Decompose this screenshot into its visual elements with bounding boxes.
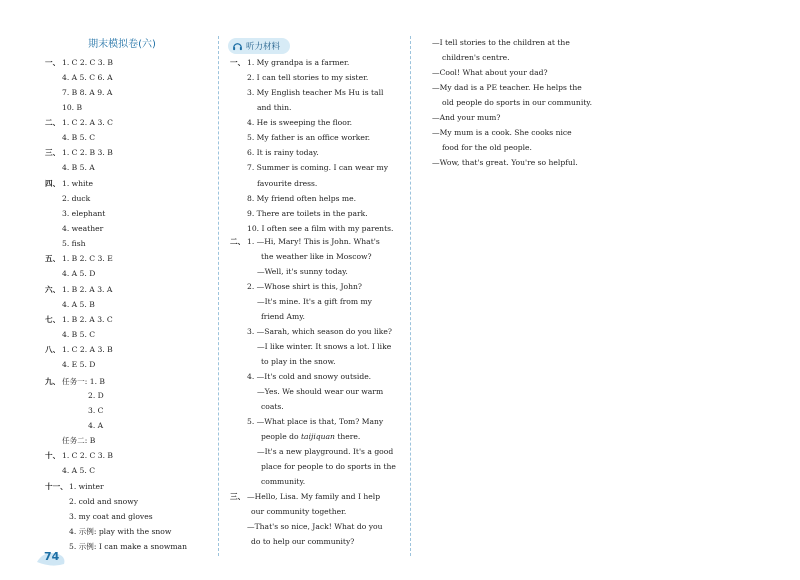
listening-row bbox=[230, 446, 393, 457]
listening-row: food for the old people. bbox=[442, 143, 532, 152]
listening-row bbox=[230, 193, 356, 204]
answer-row bbox=[45, 526, 171, 537]
answer-row bbox=[45, 511, 153, 522]
column-divider bbox=[410, 36, 411, 556]
listening-text: —Well, it's sunny today. bbox=[257, 267, 348, 276]
listening-text: —Yes. We should wear our warm bbox=[257, 387, 384, 396]
answer-row bbox=[45, 299, 95, 310]
listening-row bbox=[230, 461, 396, 472]
listening-row bbox=[230, 476, 305, 487]
listening-row: —My dad is a PE teacher. He helps the bbox=[432, 83, 582, 92]
listening-text: 2. —Whose shirt is this, John? bbox=[247, 282, 362, 291]
listening-text: friend Amy. bbox=[261, 312, 305, 321]
answer-text: 4. E 5. D bbox=[62, 360, 96, 369]
answer-text: 3. my coat and gloves bbox=[69, 512, 153, 521]
answer-row bbox=[45, 496, 138, 507]
answer-row bbox=[45, 87, 112, 98]
listening-row bbox=[230, 162, 388, 173]
answer-row bbox=[45, 238, 86, 249]
listening-text: 6. It is rainy today. bbox=[247, 148, 319, 157]
listening-text: 2. I can tell stories to my sister. bbox=[247, 73, 369, 82]
answer-text: 任务二: B bbox=[62, 436, 96, 445]
answer-row bbox=[45, 268, 95, 279]
listening-row: —And your mum? bbox=[432, 113, 501, 122]
listening-row bbox=[230, 431, 360, 442]
answer-row bbox=[45, 253, 113, 264]
listening-text: 7. Summer is coming. I can wear my bbox=[247, 163, 389, 172]
listening-row bbox=[230, 386, 383, 397]
answer-text: 4. A 5. C bbox=[62, 466, 96, 475]
listening-text: —That's so nice, Jack! What do you bbox=[247, 522, 383, 531]
listening-row bbox=[230, 132, 370, 143]
listening-row: —Cool! What about your dad? bbox=[432, 68, 548, 77]
answer-text: 7. B 8. A 9. A bbox=[62, 88, 113, 97]
page-number: 74 bbox=[44, 550, 60, 563]
listening-row: children's centre. bbox=[442, 53, 510, 62]
listening-header-label: 听力材料 bbox=[246, 42, 281, 52]
answer-text: 10. B bbox=[62, 103, 83, 112]
listening-text: 4. —It's cold and snowy outside. bbox=[247, 372, 372, 381]
listening-row bbox=[230, 251, 372, 262]
listening-text: —It's mine. It's a gift from my bbox=[257, 297, 372, 306]
answer-row bbox=[45, 420, 103, 431]
answer-text: 5. fish bbox=[62, 239, 86, 248]
listening-row bbox=[230, 117, 352, 128]
answer-text: 2. D bbox=[88, 391, 104, 400]
listening-text: our community together. bbox=[251, 507, 347, 516]
answer-text: 1. B 2. A 3. A bbox=[62, 285, 113, 294]
answer-text: 4. A 5. B bbox=[62, 300, 95, 309]
answer-row bbox=[45, 359, 95, 370]
answer-row bbox=[45, 117, 113, 128]
section-label: 四、 bbox=[45, 179, 61, 188]
listening-text: and thin. bbox=[257, 103, 292, 112]
section-label: 一、 bbox=[45, 58, 61, 67]
listening-row bbox=[230, 536, 354, 547]
answer-text: 4. A bbox=[88, 421, 104, 430]
listening-row: —Wow, that's great. You're so helpful. bbox=[432, 158, 578, 167]
listening-text: —It's a new playground. It's a good bbox=[257, 447, 394, 456]
answer-row bbox=[45, 405, 103, 416]
answer-text: 5. 示例: I can make a snowman bbox=[69, 542, 187, 551]
listening-text: 5. My father is an office worker. bbox=[247, 133, 371, 142]
answer-text: 4. B 5. A bbox=[62, 163, 95, 172]
listening-header bbox=[228, 38, 290, 54]
section-label: 五、 bbox=[45, 254, 61, 263]
answer-row bbox=[45, 178, 93, 189]
answer-text: 3. elephant bbox=[62, 209, 106, 218]
answer-text: 1. C 2. C 3. B bbox=[62, 58, 114, 67]
listening-row bbox=[230, 102, 291, 113]
answer-row bbox=[45, 284, 112, 295]
listening-row bbox=[230, 341, 391, 352]
listening-text: to play in the snow. bbox=[261, 357, 336, 366]
listening-row bbox=[230, 281, 362, 292]
section-label: 十一、 bbox=[45, 482, 68, 491]
section-label: 六、 bbox=[45, 285, 61, 294]
answer-row bbox=[45, 390, 104, 401]
listening-text: do to help our community? bbox=[251, 537, 355, 546]
answer-row bbox=[45, 102, 82, 113]
section-label: 九、 bbox=[45, 377, 61, 386]
answer-text: 1. white bbox=[62, 179, 94, 188]
section-label: 一、 bbox=[230, 58, 246, 67]
section-label: 二、 bbox=[230, 237, 246, 246]
answer-text: 4. A 5. D bbox=[62, 269, 96, 278]
listening-text: 1. My grandpa is a farmer. bbox=[247, 58, 350, 67]
answer-row bbox=[45, 193, 90, 204]
answer-row bbox=[45, 132, 95, 143]
answer-row bbox=[45, 450, 113, 461]
listening-row bbox=[230, 356, 336, 367]
answer-row bbox=[45, 329, 95, 340]
answer-row bbox=[45, 465, 95, 476]
listening-row bbox=[230, 223, 393, 234]
listening-row bbox=[230, 371, 371, 382]
listening-row bbox=[230, 147, 319, 158]
listening-text: 9. There are toilets in the park. bbox=[247, 209, 368, 218]
listening-text: coats. bbox=[261, 402, 284, 411]
listening-row bbox=[230, 208, 368, 219]
answer-text: 1. winter bbox=[69, 482, 104, 491]
answer-row bbox=[45, 223, 103, 234]
listening-row bbox=[230, 491, 380, 502]
listening-text: 4. He is sweeping the floor. bbox=[247, 118, 353, 127]
answer-text: 4. B 5. C bbox=[62, 330, 96, 339]
section-label: 二、 bbox=[45, 118, 61, 127]
listening-text: 3. My English teacher Ms Hu is tall bbox=[247, 88, 384, 97]
listening-row: old people do sports in our community. bbox=[442, 98, 592, 107]
listening-row: —I tell stories to the children at the bbox=[432, 38, 570, 47]
listening-row bbox=[230, 266, 348, 277]
answer-text: 1. C 2. A 3. B bbox=[62, 345, 113, 354]
answer-text: 4. 示例: play with the snow bbox=[69, 527, 172, 536]
listening-row bbox=[230, 236, 380, 247]
listening-text: people do taijiquan there. bbox=[261, 432, 361, 441]
answer-row bbox=[45, 162, 95, 173]
listening-text: 3. —Sarah, which season do you like? bbox=[247, 327, 392, 336]
answer-row bbox=[45, 376, 105, 387]
answer-text: 1. C 2. C 3. B bbox=[62, 451, 114, 460]
answer-row bbox=[45, 147, 113, 158]
listening-text: 1. —Hi, Mary! This is John. What's bbox=[247, 237, 380, 246]
listening-text: —I like winter. It snows a lot. I like bbox=[257, 342, 392, 351]
listening-row bbox=[230, 178, 317, 189]
listening-row: —My mum is a cook. She cooks nice bbox=[432, 128, 572, 137]
answer-row bbox=[45, 57, 113, 68]
listening-text: the weather like in Moscow? bbox=[261, 252, 372, 261]
answer-text: 任务一: 1. B bbox=[62, 377, 105, 386]
section-label: 八、 bbox=[45, 345, 61, 354]
listening-row bbox=[230, 506, 346, 517]
listening-text: place for people to do sports in the bbox=[261, 462, 396, 471]
listening-row bbox=[230, 416, 383, 427]
listening-row bbox=[230, 521, 382, 532]
page-title: 期末模拟卷(六) bbox=[88, 39, 156, 50]
section-label: 三、 bbox=[45, 148, 61, 157]
answer-text: 1. C 2. A 3. C bbox=[62, 118, 113, 127]
listening-text: 10. I often see a film with my parents. bbox=[247, 224, 394, 233]
answer-row bbox=[45, 314, 113, 325]
answer-row bbox=[45, 344, 113, 355]
section-label: 七、 bbox=[45, 315, 61, 324]
answer-text: 4. B 5. C bbox=[62, 133, 96, 142]
answer-row bbox=[45, 208, 105, 219]
headphones-icon bbox=[232, 41, 243, 52]
listening-text: 8. My friend often helps me. bbox=[247, 194, 356, 203]
italic-word: taijiquan bbox=[300, 432, 335, 441]
page-number-badge bbox=[34, 546, 68, 568]
listening-text: 5. —What place is that, Tom? Many bbox=[247, 417, 384, 426]
listening-row bbox=[230, 326, 392, 337]
answer-row bbox=[45, 435, 95, 446]
answer-text: 1. B 2. C 3. E bbox=[62, 254, 113, 263]
answer-text: 1. B 2. A 3. C bbox=[62, 315, 113, 324]
section-label: 三、 bbox=[230, 492, 246, 501]
column-divider bbox=[218, 36, 219, 556]
answer-text: 4. weather bbox=[62, 224, 104, 233]
answer-row bbox=[45, 72, 113, 83]
answer-text: 3. C bbox=[88, 406, 104, 415]
listening-row bbox=[230, 401, 284, 412]
answer-text: 1. C 2. B 3. B bbox=[62, 148, 113, 157]
listening-row bbox=[230, 57, 349, 68]
answer-text: 2. duck bbox=[62, 194, 91, 203]
answer-text: 4. A 5. C 6. A bbox=[62, 73, 113, 82]
listening-row bbox=[230, 311, 305, 322]
answer-text: 2. cold and snowy bbox=[69, 497, 139, 506]
section-label: 十、 bbox=[45, 451, 61, 460]
answer-row bbox=[45, 481, 104, 492]
listening-row bbox=[230, 87, 383, 98]
listening-text: —Hello, Lisa. My family and I help bbox=[247, 492, 381, 501]
listening-row bbox=[230, 296, 372, 307]
listening-row bbox=[230, 72, 368, 83]
listening-text: favourite dress. bbox=[257, 179, 318, 188]
listening-text: community. bbox=[261, 477, 306, 486]
